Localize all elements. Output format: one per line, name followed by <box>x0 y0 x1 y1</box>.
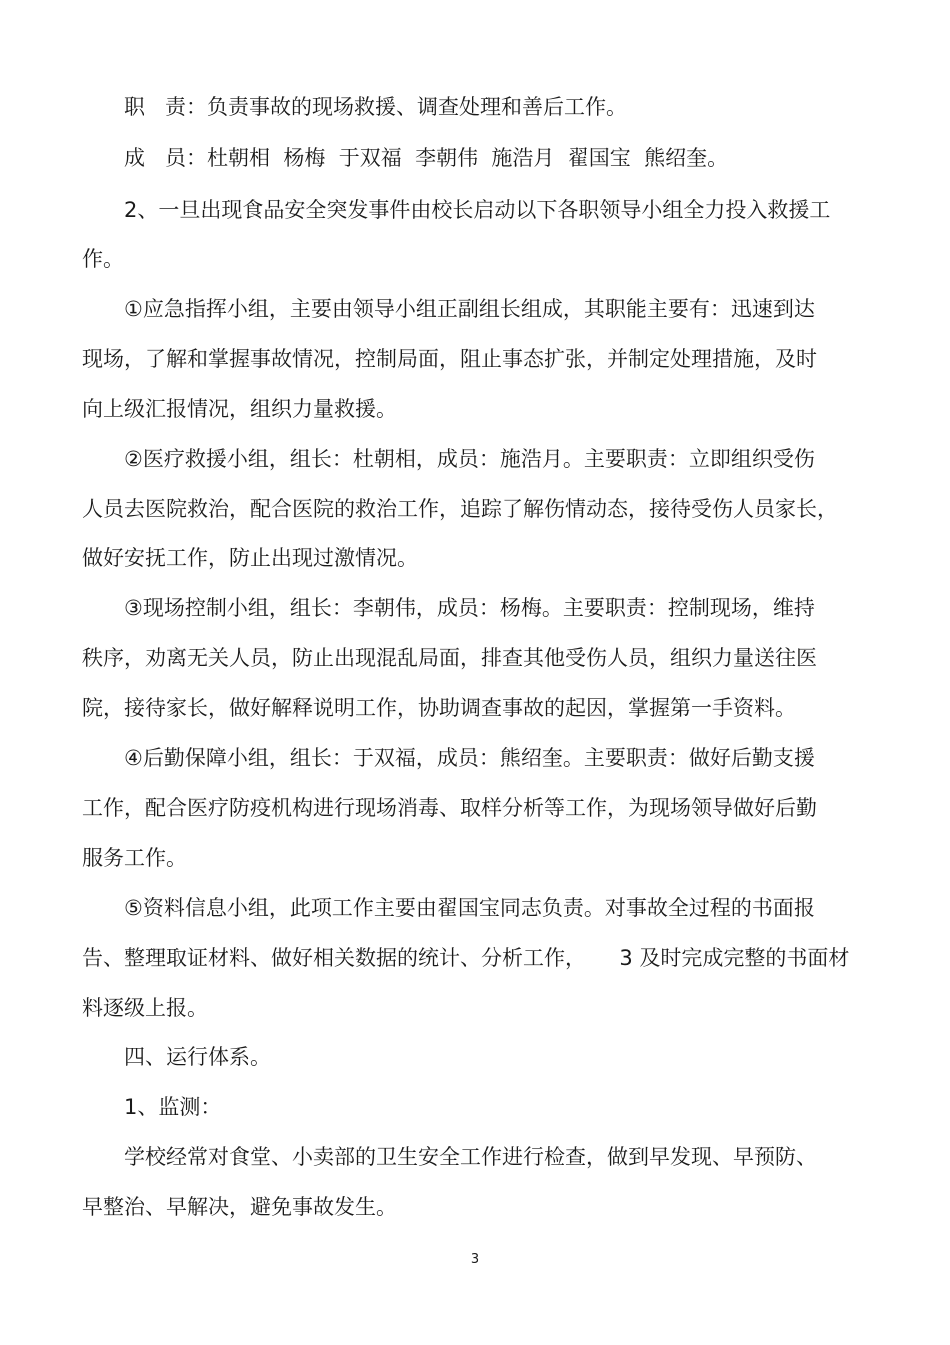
text-line-group-4: ④后勤保障小组，组长：于双福，成员：熊绍奎。主要职责：做好后勤支援 <box>124 746 815 770</box>
text-line: 现场，了解和掌握事故情况，控制局面，阻止事态扩张，并制定处理措施，及时 <box>82 347 817 371</box>
text-line: 做好安抚工作，防止出现过激情况。 <box>82 546 418 570</box>
text-line: 秩序，劝离无关人员，防止出现混乱局面，排查其他受伤人员，组织力量送往医 <box>82 646 817 670</box>
text-line-group-2: ②医疗救援小组，组长：杜朝相，成员：施浩月。主要职责：立即组织受伤 <box>124 447 815 471</box>
text-line: 工作，配合医疗防疫机构进行现场消毒、取样分析等工作，为现场领导做好后勤 <box>82 796 817 820</box>
text-line: 向上级汇报情况，组织力量救援。 <box>82 397 397 421</box>
page-number: 3 <box>470 1252 480 1267</box>
text-line: 学校经常对食堂、小卖部的卫生安全工作进行检查，做到早发现、早预防、 <box>124 1145 817 1169</box>
text-line-duty: 职 责：负责事故的现场救援、调查处理和善后工作。 <box>124 95 628 119</box>
text-line-group-1: ①应急指挥小组，主要由领导小组正副组长组成，其职能主要有：迅速到达 <box>124 297 815 321</box>
text-line: 告、整理取证材料、做好相关数据的统计、分析工作， 3 及时完成完整的书面材 <box>82 946 850 970</box>
text-line: 料逐级上报。 <box>82 996 208 1020</box>
text-line: 早整治、早解决，避免事故发生。 <box>82 1195 397 1219</box>
subsection-heading: 1、监测： <box>124 1095 222 1119</box>
text-line: 院，接待家长，做好解释说明工作，协助调查事故的起因，掌握第一手资料。 <box>82 696 796 720</box>
text-line: 服务工作。 <box>82 846 187 870</box>
text-line: 2、一旦出现食品安全突发事件由校长启动以下各职领导小组全力投入救援工 <box>124 198 831 222</box>
text-line-members: 成 员：杜朝相 杨梅 于双福 李朝伟 施浩月 翟国宝 熊绍奎。 <box>124 146 729 170</box>
text-line: 人员去医院救治，配合医院的救治工作，追踪了解伤情动态，接待受伤人员家长， <box>82 497 838 521</box>
text-line-group-5: ⑤资料信息小组，此项工作主要由翟国宝同志负责。对事故全过程的书面报 <box>124 896 815 920</box>
text-line-group-3: ③现场控制小组，组长：李朝伟，成员：杨梅。主要职责：控制现场，维持 <box>124 596 815 620</box>
section-heading: 四、运行体系。 <box>124 1045 271 1069</box>
text-line: 作。 <box>82 247 124 271</box>
